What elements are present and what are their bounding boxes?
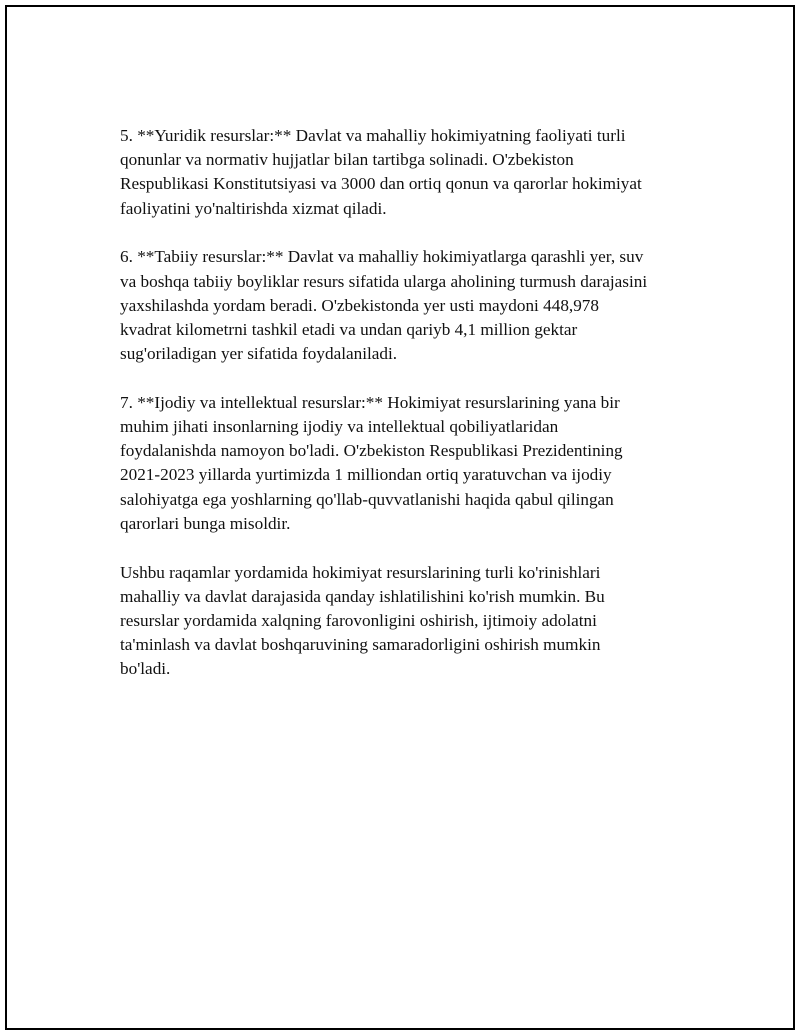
paragraph-ijodiy-intellektual-resurslar: [120, 391, 710, 536]
page-frame: [5, 5, 795, 1030]
text-line: 7. **Ijodiy va intellektual resurslar:** Hokimiyat resurslarining yana bir: [120, 392, 620, 412]
text-line: va boshqa tabiiy boyliklar resurs sifatida ularga aholining turmush darajasini: [120, 271, 648, 291]
text-line: foydalanishda namoyon bo'ladi. O'zbekiston Respublikasi Prezidentining: [120, 441, 623, 461]
text-line: yaxshilashda yordam beradi. O'zbekistonda yer usti maydoni 448,978: [120, 295, 599, 315]
text-line: 6. **Tabiiy resurslar:** Davlat va mahalliy hokimiyatlarga qarashli yer, suv: [120, 247, 644, 267]
text-line: Ushbu raqamlar yordamida hokimiyat resurslarining turli ko'rinishlari: [120, 562, 601, 582]
text-line: qonunlar va normativ hujjatlar bilan tartibga solinadi. O'zbekiston: [120, 150, 574, 170]
paragraph-yuridik-resurslar: [120, 124, 710, 221]
text-line: resurslar yordamida xalqning farovonligini oshirish, ijtimoiy adolatni: [120, 610, 597, 630]
text-line: ta'minlash va davlat boshqaruvining samaradorligini oshirish mumkin: [120, 635, 601, 655]
text-line: 2021-2023 yillarda yurtimizda 1 milliondan ortiq yaratuvchan va ijodiy: [120, 465, 612, 485]
text-line: salohiyatga ega yoshlarning qo'llab-quvvatlanishi haqida qabul qilingan: [120, 489, 614, 509]
text-line: Respublikasi Konstitutsiyasi va 3000 dan ortiq qonun va qarorlar hokimiyat: [120, 174, 642, 194]
text-line: 5. **Yuridik resurslar:** Davlat va mahalliy hokimiyatning faoliyati turli: [120, 126, 626, 145]
document-body: [120, 124, 710, 706]
text-line: faoliyatini yo'naltirishda xizmat qiladi.: [120, 198, 387, 218]
text-line: mahalliy va davlat darajasida qanday ishlatilishini ko'rish mumkin. Bu: [120, 586, 605, 606]
text-line: qarorlari bunga misoldir.: [120, 513, 291, 533]
text-line: sug'oriladigan yer sifatida foydalaniladi.: [120, 344, 398, 364]
paragraph-conclusion: [120, 561, 710, 682]
text-line: kvadrat kilometrni tashkil etadi va undan qariyb 4,1 million gektar: [120, 319, 578, 339]
text-line: muhim jihati insonlarning ijodiy va intellektual qobiliyatlaridan: [120, 417, 559, 437]
text-line: bo'ladi.: [120, 659, 171, 679]
paragraph-tabiiy-resurslar: [120, 245, 710, 366]
